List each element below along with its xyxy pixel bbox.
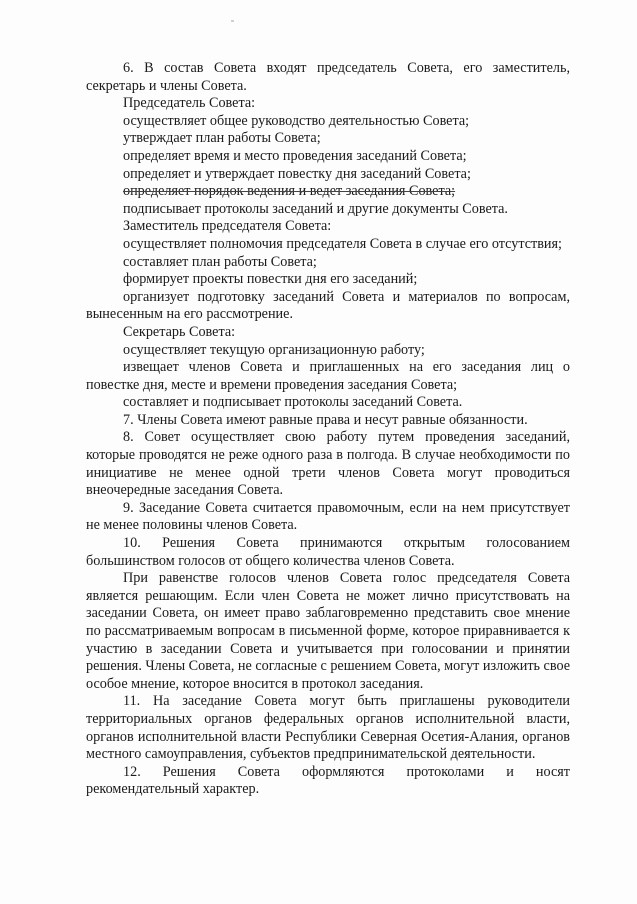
chair-duty-1: осуществляет общее руководство деятельностью Совета; (123, 112, 470, 129)
deputy-duty-2: составляет план работы Совета; (123, 253, 317, 270)
deputy-heading: Заместитель председателя Совета: (123, 218, 332, 235)
paragraph-9: 9. Заседание Совета считается правомочным, если на нем присутствует не менее половины членов Совета. (86, 499, 570, 534)
chair-duty-3: определяет время и место проведения заседаний Совета; (123, 147, 467, 164)
paragraph-11: 11. На заседание Совета могут быть приглашены руководители территориальных органов федеральных органов исполнительной власти, органов исполнительной власти Республики Северная Осетия-Алания, органов местного самоуправления, субъектов предпринимательской деятельности. (86, 693, 570, 763)
paragraph-6: 6. В состав Совета входят председатель Совета, его заместитель, секретарь и члены Совета. (86, 60, 570, 94)
secretary-duty-3: составляет и подписывает протоколы заседаний Совета. (123, 394, 463, 411)
paragraph-8: 8. Совет осуществляет свою работу путем проведения заседаний, которые проводятся не реже одного раза в полгода. В случае необходимости по инициативе не менее одной трети членов Совета могут проводиться внеочередные заседания Совета. (86, 429, 570, 499)
chair-duty-5: определяет порядок ведения и ведет заседания Совета; (123, 183, 456, 200)
secretary-duty-2: извещает членов Совета и приглашенных на его заседания лиц о повестке дня, месте и времени проведения заседания Совета; (86, 359, 570, 393)
deputy-duty-3: формирует проекты повестки дня его заседаний; (123, 271, 418, 288)
chair-duty-2: утверждает план работы Совета; (123, 130, 321, 147)
deputy-duty-1: осуществляет полномочия председателя Совета в случае его отсутствия; (123, 235, 562, 252)
secretary-duty-1: осуществляет текущую организационную работу; (123, 341, 425, 358)
chair-duty-4: определяет и утверждает повестку дня заседаний Совета; (123, 165, 471, 182)
secretary-heading: Секретарь Совета: (123, 323, 236, 340)
paragraph-10: 10. Решения Совета принимаются открытым голосованием большинством голосов от общего количества членов Совета. (86, 535, 570, 569)
document-body (86, 60, 570, 799)
scan-mark (231, 20, 234, 22)
paragraph-12: 12. Решения Совета оформляются протоколами и носят рекомендательный характер. (86, 763, 570, 798)
chair-duty-6: подписывает протоколы заседаний и другие документы Совета. (123, 200, 508, 217)
deputy-duty-4: организует подготовку заседаний Совета и материалов по вопросам, вынесенным на его рассмотрение. (86, 288, 570, 323)
paragraph-10-continued: При равенстве голосов членов Совета голос председателя Совета является решающим. Если член Совета не может лично присутствовать на заседании Совета, он имеет право заблаговременно представить свое мнение по рассматриваемым вопросам в письменной форме, которое приравнивается к участию в заседании Совета и учитывается при голосовании и принятии решения. Члены Совета, не согласные с решением Совета, могут изложить свое особое мнение, которое вносится в протокол заседания. (86, 570, 571, 692)
paragraph-7: 7. Члены Совета имеют равные права и несут равные обязанности. (123, 411, 528, 428)
chair-heading: Председатель Совета: (123, 95, 256, 112)
